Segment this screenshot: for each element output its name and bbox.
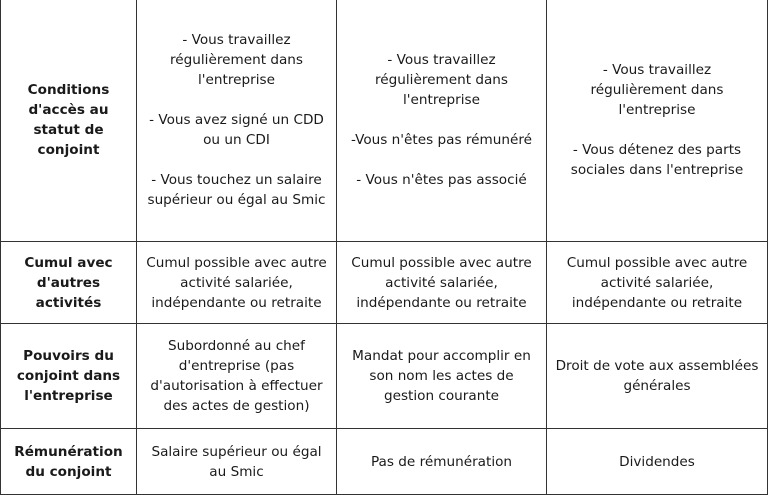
cell-text: - Vous travaillez régulièrement dans l'entreprise (375, 52, 508, 108)
cell-text: Droit de vote aux assemblées générales (555, 358, 759, 394)
cell-text: - Vous travaillez régulièrement dans l'entreprise (590, 62, 724, 118)
row-cumul-activites (1, 242, 768, 324)
cell-text: Cumul possible avec autre activité salariée, indépendante ou retraite (566, 254, 748, 311)
cell-text: -Vous n'êtes pas rémunéré (350, 132, 532, 148)
cell-text: - Vous n'êtes pas associé (356, 172, 527, 188)
cell-text: Cumul possible avec autre activité salariée, indépendante ou retraite (351, 254, 532, 311)
row-pouvoirs-conjoint (1, 324, 768, 429)
cell-conditions-col3 (547, 0, 768, 242)
cell-pouvoirs-col1 (137, 324, 337, 429)
cell-text: - Vous avez signé un CDD ou un CDI (149, 112, 324, 148)
cell-text: Dividendes (619, 453, 695, 470)
row-header-cumul-activites: Cumul avec d'autres activités (1, 242, 137, 324)
cell-conditions-col2 (337, 0, 547, 242)
cell-text: Cumul possible avec autre activité salariée, indépendante ou retraite (146, 254, 327, 311)
cell-cumul-col2 (337, 242, 547, 324)
cell-text: Mandat pour accomplir en son nom les actes de gestion courante (352, 348, 531, 404)
cell-conditions-col1 (137, 0, 337, 242)
row-header-pouvoirs-conjoint: Pouvoirs du conjoint dans l'entreprise (1, 324, 137, 429)
cell-text: - Vous touchez un salaire supérieur ou égal au Smic (147, 172, 326, 208)
cell-pouvoirs-col2 (337, 324, 547, 429)
row-header-remuneration-conjoint: Rémunération du conjoint (1, 429, 137, 495)
row-header-conditions-acces: Conditions d'accès au statut de conjoint (1, 0, 137, 242)
cell-text: Pas de rémunération (370, 453, 513, 470)
cell-text: Subordonné au chef d'entreprise (pas d'autorisation à effectuer des actes de gestion) (150, 338, 323, 414)
row-remuneration-conjoint (1, 429, 768, 495)
cell-pouvoirs-col3 (547, 324, 768, 429)
cell-text: - Vous détenez des parts sociales dans l'entreprise (570, 142, 744, 178)
cell-remuneration-col1 (137, 429, 337, 495)
cell-text: - Vous travaillez régulièrement dans l'entreprise (170, 32, 303, 88)
cell-cumul-col1 (137, 242, 337, 324)
cell-remuneration-col3 (547, 429, 768, 495)
row-conditions-acces (1, 0, 768, 242)
cell-cumul-col3 (547, 242, 768, 324)
cell-remuneration-col2 (337, 429, 547, 495)
cell-text: Salaire supérieur ou égal au Smic (151, 443, 322, 480)
